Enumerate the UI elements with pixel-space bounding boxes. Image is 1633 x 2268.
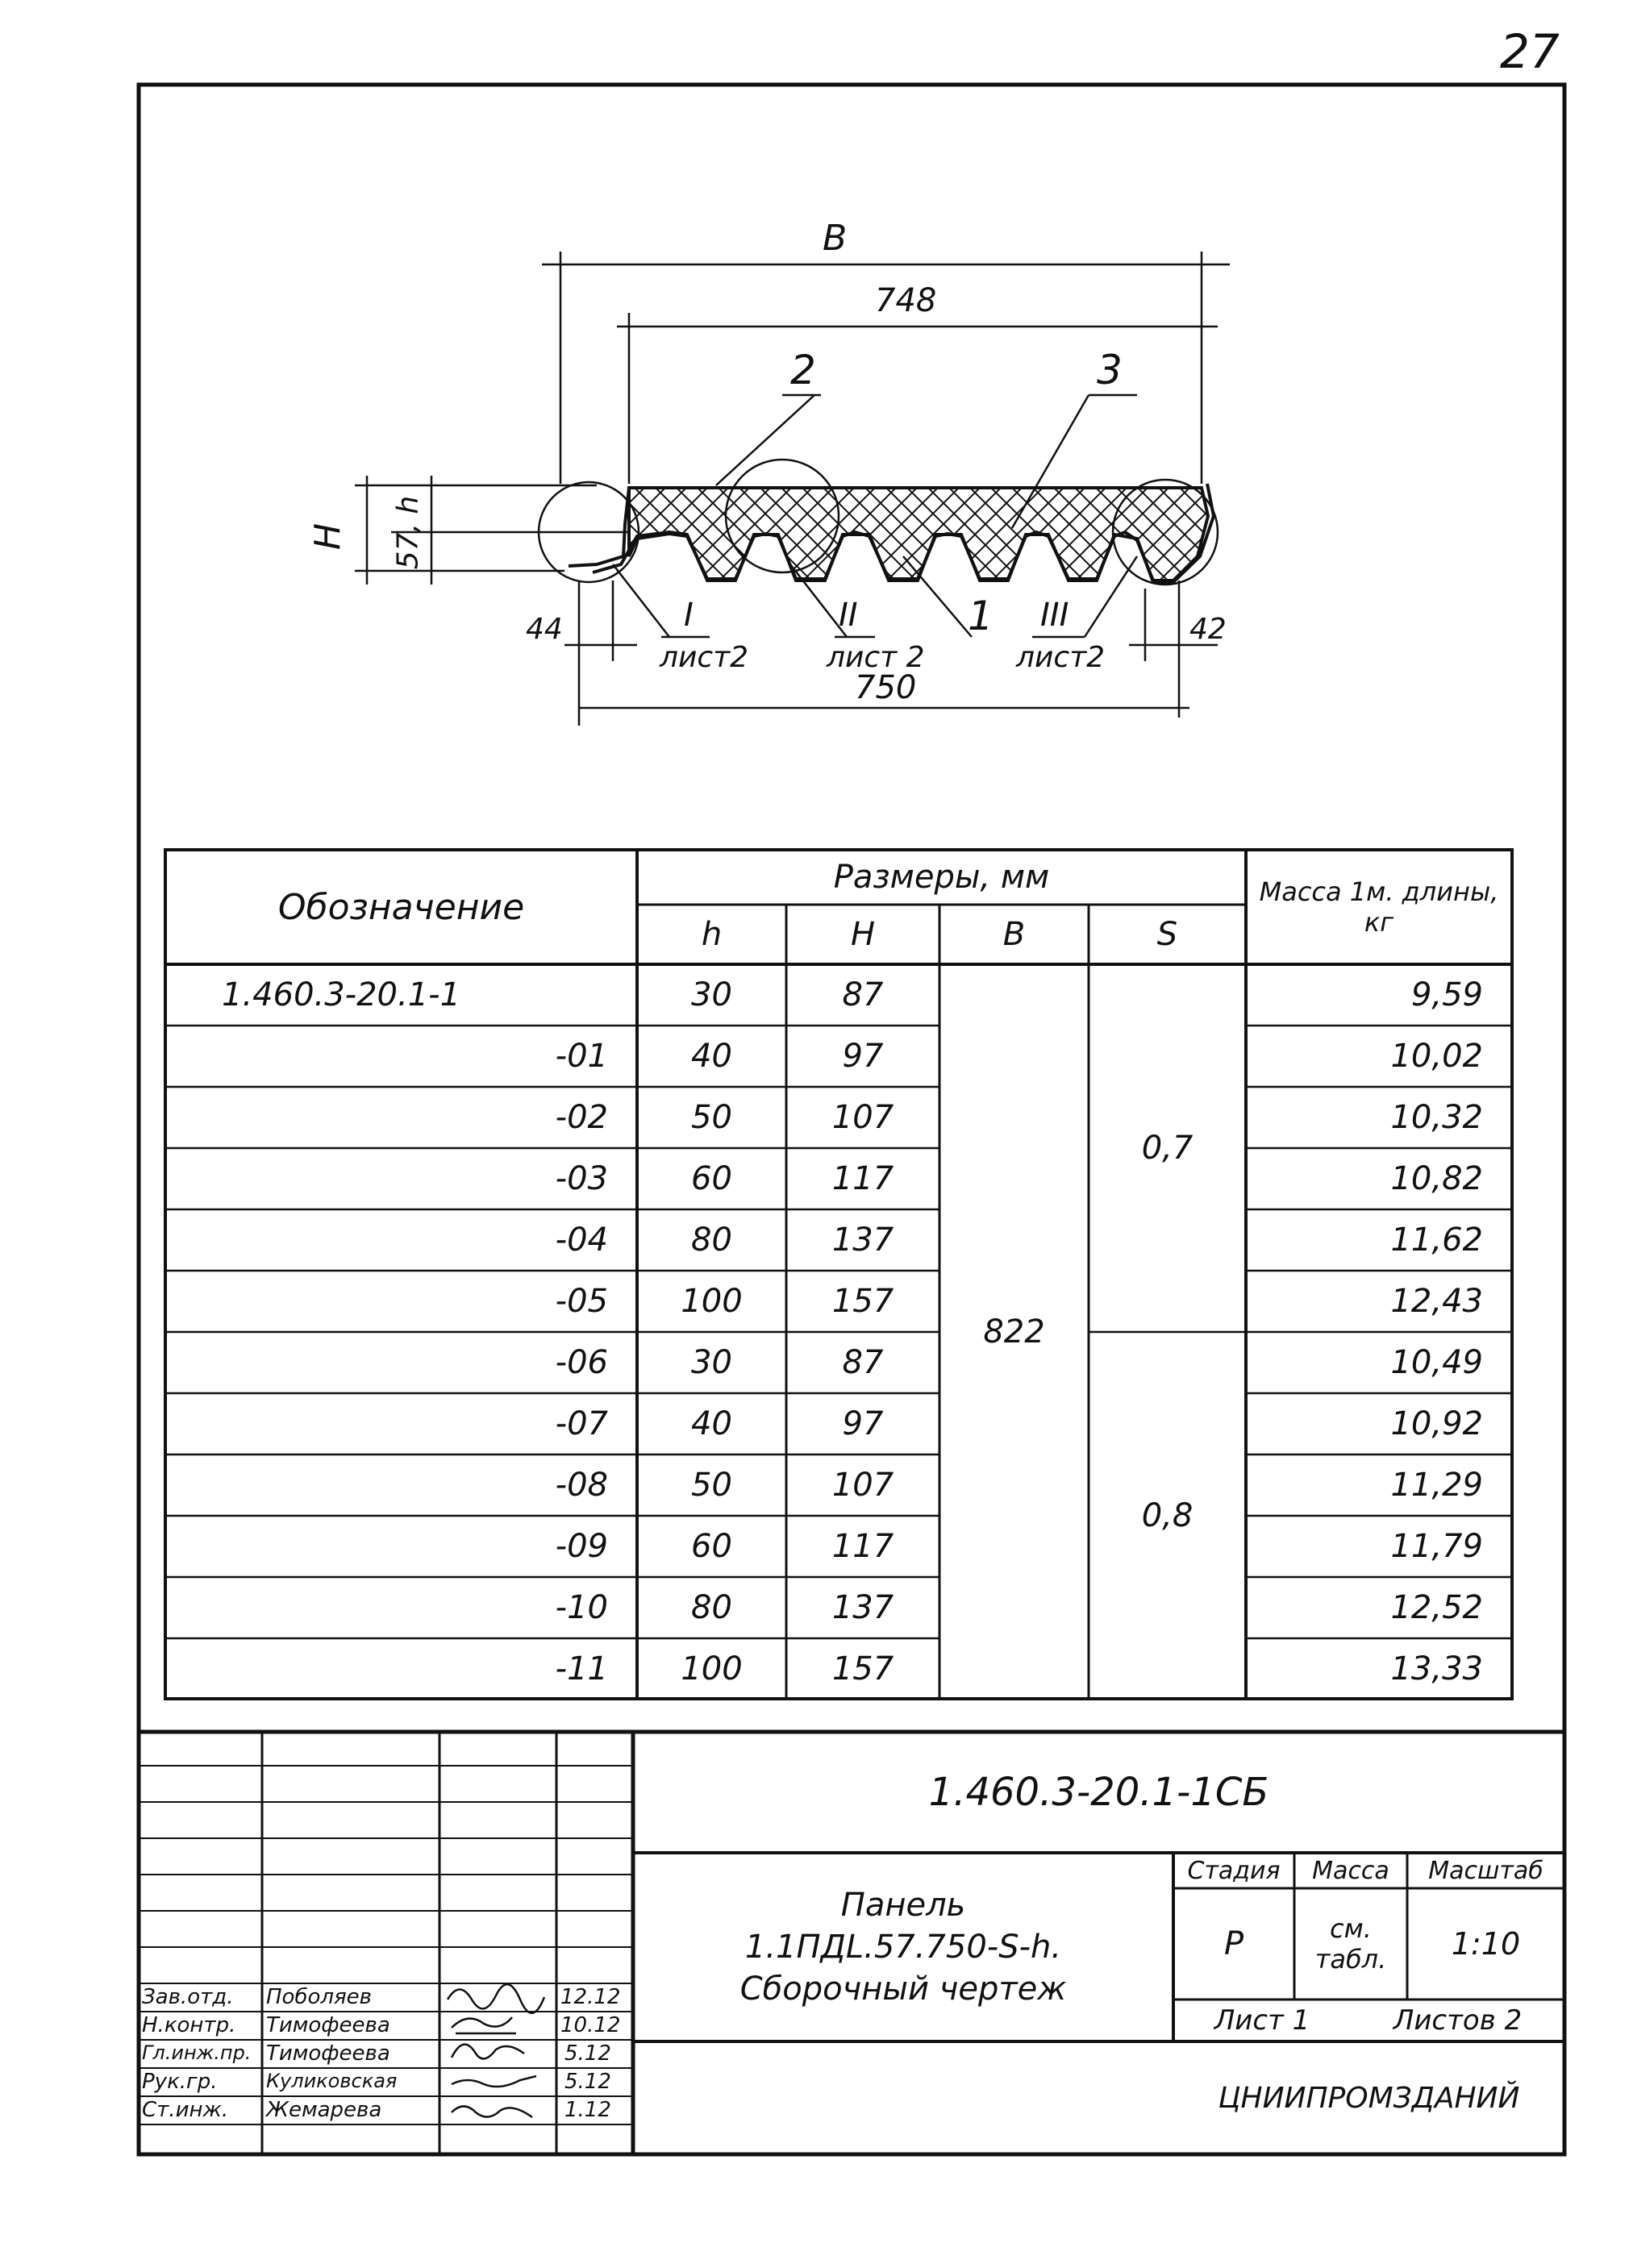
designation-cell: -04 [555, 1221, 608, 1259]
mass-value: см. табл. [1314, 1913, 1387, 1975]
header-h: h [701, 916, 723, 953]
stage-label: Стадия [1187, 1856, 1281, 1885]
signer-date: 5.12 [564, 2070, 611, 2094]
designation-cell: -07 [555, 1405, 608, 1442]
signer-name: Жемарева [266, 2098, 382, 2122]
doc-code: 1.460.3-20.1-1СБ [928, 1770, 1269, 1815]
signer-date: 1.12 [564, 2098, 611, 2122]
signer-role: Гл.инж.пр. [142, 2041, 252, 2064]
h-cell: 50 [691, 1467, 732, 1504]
leader-1-label: 1 [968, 593, 994, 639]
cell-B-merged: 822 [983, 1313, 1045, 1350]
H-cell: 137 [831, 1589, 894, 1626]
title-line-1: Панель [840, 1887, 966, 1924]
mass-cell: 10,32 [1390, 1099, 1483, 1136]
organization: ЦНИИПРОМЗДАНИЙ [1218, 2081, 1520, 2115]
mass-cell: 11,79 [1390, 1528, 1483, 1565]
h-cell: 80 [691, 1589, 732, 1626]
page-number: 27 [1500, 24, 1560, 79]
signer-role: Рук.гр. [142, 2070, 218, 2094]
callout-3-number: III [1040, 597, 1069, 634]
H-cell: 117 [831, 1160, 894, 1197]
signer-role: Ст.инж. [142, 2098, 229, 2122]
mass-cell: 12,52 [1390, 1589, 1483, 1626]
stage-value: Р [1223, 1925, 1244, 1962]
cell-S-group2: 0,8 [1141, 1496, 1194, 1534]
mass-cell: 12,43 [1390, 1283, 1483, 1320]
H-cell: 87 [842, 976, 884, 1013]
H-cell: 157 [831, 1650, 894, 1687]
h-cell: 40 [691, 1405, 732, 1442]
signer-date: 5.12 [564, 2041, 611, 2066]
doc-title [633, 1853, 1173, 2041]
h-cell: 100 [681, 1283, 743, 1320]
designation-cell: -10 [555, 1589, 608, 1626]
leader-3-label: 3 [1097, 347, 1123, 393]
h-cell: 30 [691, 1344, 732, 1381]
designation-cell: -09 [555, 1528, 608, 1565]
H-cell: 97 [842, 1038, 884, 1075]
signer-name: Тимофеева [266, 2013, 390, 2037]
dim-750-label: 750 [855, 669, 917, 706]
dim-57h-label: 57, h [391, 495, 425, 570]
h-cell: 60 [691, 1528, 732, 1565]
header-S: S [1156, 916, 1178, 953]
signer-role: Н.контр. [142, 2013, 236, 2037]
H-cell: 87 [842, 1344, 884, 1381]
designation-cell: -01 [555, 1038, 608, 1075]
designation-cell: 1.460.3-20.1-1 [222, 976, 461, 1013]
H-cell: 107 [831, 1099, 894, 1136]
H-cell: 157 [831, 1283, 894, 1320]
h-cell: 60 [691, 1160, 732, 1197]
sheet-count: Листов 2 [1393, 2004, 1523, 2037]
h-cell: 40 [691, 1038, 732, 1075]
designation-cell: -03 [555, 1160, 608, 1197]
signer-role: Зав.отд. [142, 1985, 234, 2009]
cell-S-group1: 0,7 [1141, 1130, 1194, 1167]
mass-cell: 10,02 [1390, 1038, 1483, 1075]
mass-cell: 13,33 [1390, 1650, 1483, 1687]
dim-h-label: H [307, 522, 349, 551]
H-cell: 107 [831, 1467, 894, 1504]
h-cell: 100 [681, 1650, 743, 1687]
scale-label: Масштаб [1428, 1856, 1543, 1885]
title-line-2: 1.1ПДL.57.750-S-h. [744, 1929, 1062, 1966]
mass-cell: 9,59 [1410, 976, 1483, 1013]
dim-42-label: 42 [1189, 613, 1227, 646]
header-designation: Обозначение [277, 886, 525, 928]
H-cell: 137 [831, 1221, 894, 1259]
h-cell: 80 [691, 1221, 732, 1259]
dim-44-label: 44 [526, 613, 563, 646]
leader-2-label: 2 [790, 347, 816, 393]
mass-cell: 11,29 [1390, 1467, 1483, 1504]
H-cell: 97 [842, 1405, 884, 1442]
signer-date: 12.12 [560, 1985, 621, 2009]
designation-cell: -06 [555, 1344, 608, 1381]
callout-3-sheet: лист2 [1016, 641, 1106, 674]
callout-1-sheet: лист2 [660, 641, 749, 674]
callout-2-number: II [839, 597, 858, 634]
signer-date: 10.12 [560, 2013, 621, 2037]
designation-cell: -11 [555, 1650, 608, 1687]
signer-name: Куликовская [266, 2070, 398, 2092]
mass-label: Масса [1312, 1856, 1389, 1885]
title-line-3: Сборочный чертеж [739, 1970, 1067, 2008]
signer-name: Поболяев [266, 1985, 372, 2009]
callout-1-number: I [684, 597, 694, 634]
mass-cell: 10,92 [1390, 1405, 1483, 1442]
dim-748-label: 748 [875, 282, 937, 319]
header-H: H [850, 916, 876, 953]
header-dimensions: Размеры, мм [833, 859, 1050, 896]
mass-cell: 10,49 [1390, 1344, 1483, 1381]
designation-cell: -02 [555, 1099, 608, 1136]
h-cell: 50 [691, 1099, 732, 1136]
mass-cell: 11,62 [1390, 1221, 1483, 1259]
callout-2-sheet: лист 2 [827, 641, 925, 674]
signer-name: Тимофеева [266, 2041, 390, 2066]
header-B: В [1002, 916, 1026, 953]
dim-b-label: В [823, 218, 848, 259]
sheet-number: Лист 1 [1214, 2004, 1310, 2037]
h-cell: 30 [691, 976, 732, 1013]
mass-cell: 10,82 [1390, 1160, 1483, 1197]
header-mass: Масса 1м. длины, кг [1259, 876, 1499, 938]
designation-cell: -05 [555, 1283, 608, 1320]
H-cell: 117 [831, 1528, 894, 1565]
designation-cell: -08 [555, 1467, 608, 1504]
scale-value: 1:10 [1451, 1926, 1521, 1962]
